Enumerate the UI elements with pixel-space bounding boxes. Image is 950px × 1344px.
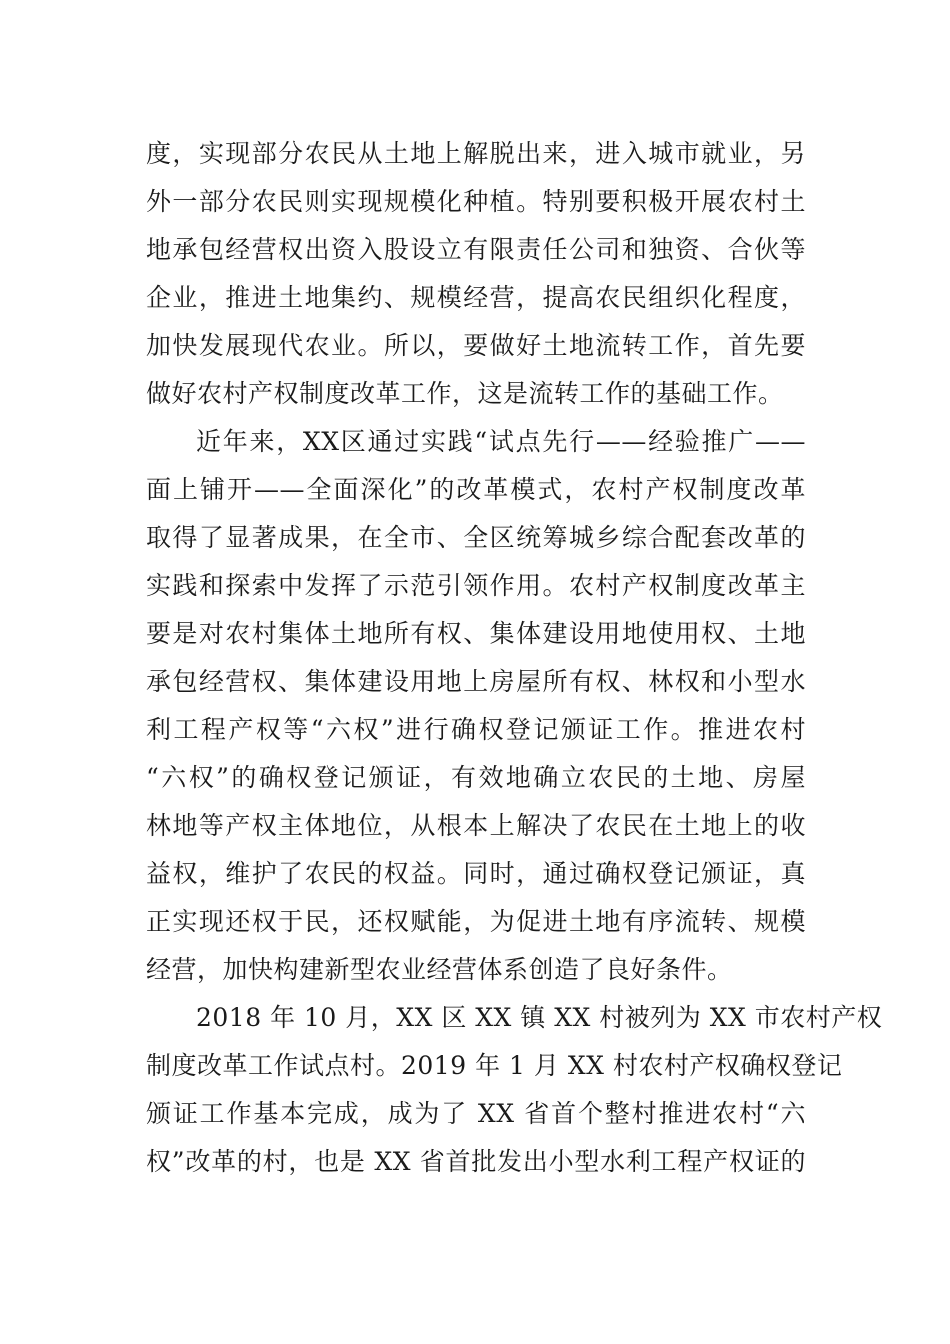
- text-line: 面上铺开——全面深化”的改革模式，农村产权制度改革: [146, 475, 806, 504]
- text-line: 制度改革工作试点村。2019 年 1 月 XX 村农村产权确权登记: [146, 1051, 843, 1080]
- text-line: 度，实现部分农民从土地上解脱出来，进入城市就业，另: [146, 139, 806, 168]
- text-line: 利工程产权等“六权”进行确权登记颁证工作。推进农村: [146, 715, 806, 744]
- text-line: 正实现还权于民，还权赋能，为促进土地有序流转、规模: [146, 907, 806, 936]
- document-body: [146, 130, 883, 1186]
- text-line: 做好农村产权制度改革工作，这是流转工作的基础工作。: [146, 379, 784, 408]
- text-line: 外一部分农民则实现规模化种植。特别要积极开展农村土: [146, 187, 806, 216]
- text-line: 要是对农村集体土地所有权、集体建设用地使用权、土地: [146, 619, 806, 648]
- text-line: 取得了显著成果，在全市、全区统筹城乡综合配套改革的: [146, 523, 806, 552]
- paragraph-3: [146, 994, 883, 1186]
- paragraph-1: [146, 130, 806, 418]
- text-line: 加快发展现代农业。所以，要做好土地流转工作，首先要: [146, 331, 806, 360]
- paragraph-2: [146, 418, 806, 994]
- text-line: 实践和探索中发挥了示范引领作用。农村产权制度改革主: [146, 571, 806, 600]
- text-line: 地承包经营权出资入股设立有限责任公司和独资、合伙等: [146, 235, 806, 264]
- text-line: 2018 年 10 月，XX 区 XX 镇 XX 村被列为 XX 市农村产权: [196, 1003, 883, 1032]
- text-line: 益权，维护了农民的权益。同时，通过确权登记颁证，真: [146, 859, 806, 888]
- text-line: 承包经营权、集体建设用地上房屋所有权、林权和小型水: [146, 667, 806, 696]
- text-line: 近年来，XX区通过实践“试点先行——经验推广——: [196, 427, 806, 456]
- text-line: “六权”的确权登记颁证，有效地确立农民的土地、房屋: [146, 763, 806, 792]
- text-line: 颁证工作基本完成，成为了 XX 省首个整村推进农村“六: [146, 1099, 806, 1128]
- text-line: 权”改革的村，也是 XX 省首批发出小型水利工程产权证的: [146, 1147, 806, 1176]
- text-line: 企业，推进土地集约、规模经营，提高农民组织化程度，: [146, 283, 806, 312]
- text-line: 经营，加快构建新型农业经营体系创造了良好条件。: [146, 955, 733, 984]
- text-line: 林地等产权主体地位，从根本上解决了农民在土地上的收: [146, 811, 806, 840]
